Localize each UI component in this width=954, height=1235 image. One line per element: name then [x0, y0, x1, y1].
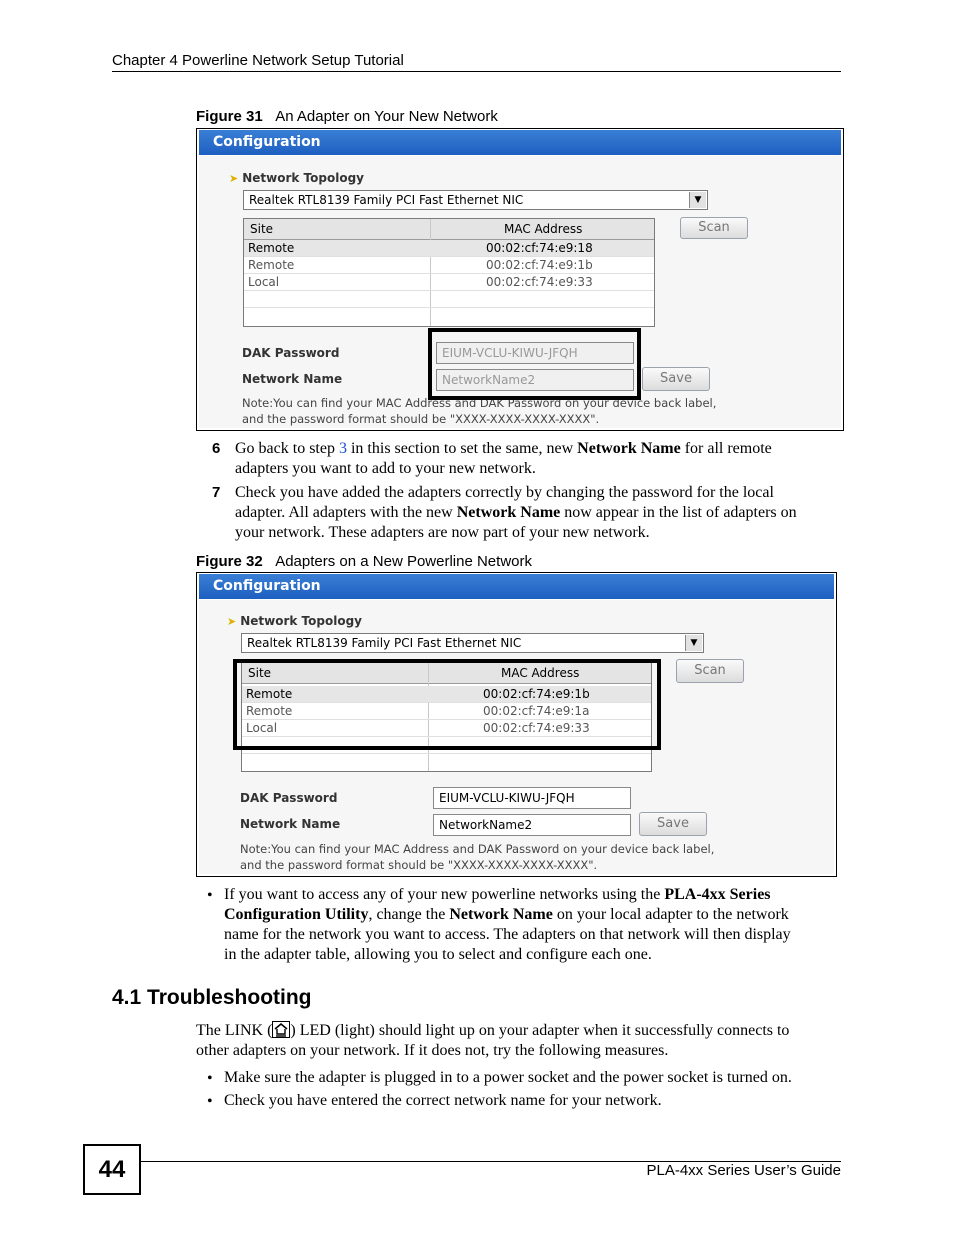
text-run: now appear in the list of adapters on	[560, 504, 797, 521]
text-run: for all remote	[680, 440, 772, 457]
section-title: 4.1 Troubleshooting	[112, 986, 312, 1009]
adapter-table	[243, 218, 655, 327]
row-divider	[244, 290, 654, 291]
table-row[interactable]	[244, 274, 654, 290]
configuration-title-bar: Configuration	[199, 574, 834, 599]
bullet-line: in the adapter table, allowing you to select and configure each one.	[224, 946, 652, 963]
cell-mac: 00:02:cf:74:e9:33	[483, 721, 590, 735]
text-run-bold: Network Name	[456, 504, 561, 521]
bullet-dot: •	[207, 887, 213, 904]
cell-site: Remote	[246, 704, 293, 718]
cell-mac: 00:02:cf:74:e9:1a	[483, 704, 590, 718]
cell-site: Local	[246, 721, 278, 735]
chapter-header: Chapter 4 Powerline Network Setup Tutorial	[112, 52, 404, 69]
cell-site: Local	[248, 275, 280, 289]
nic-select[interactable]	[241, 633, 704, 653]
text-run: in this section to set the same, new	[346, 440, 578, 457]
troubleshooting-paragraph	[196, 1021, 846, 1061]
nic-select-value: Realtek RTL8139 Family PCI Fast Ethernet NIC	[247, 636, 522, 650]
step-line: Check you have added the adapters correctly by changing the password for the local	[235, 484, 774, 501]
table-row[interactable]	[244, 257, 654, 273]
figure-31-screenshot	[196, 128, 844, 431]
step-line: adapters you want to add to your new network.	[235, 460, 536, 477]
dak-password-label: DAK Password	[240, 791, 338, 805]
cell-mac: 00:02:cf:74:e9:33	[486, 275, 593, 289]
figure-title: An Adapter on Your New Network	[275, 108, 498, 125]
step-7-text	[235, 483, 845, 543]
text-run-bold: Network Name	[449, 906, 553, 923]
save-button[interactable]: Save	[639, 812, 707, 836]
page-number: 44	[83, 1144, 141, 1195]
step-line: your network. These adapters are now part of your new network.	[235, 524, 650, 541]
table-row[interactable]	[244, 240, 654, 256]
cell-site: Remote	[248, 241, 295, 255]
network-name-value: NetworkName2	[439, 818, 533, 832]
network-topology-label: Network Topology	[242, 171, 364, 185]
figure-32-screenshot	[196, 572, 837, 877]
arrow-icon: ➤	[227, 616, 237, 628]
bullet-dot: •	[207, 1093, 213, 1110]
text-run: Go back to step	[235, 440, 339, 457]
save-button[interactable]: Save	[642, 367, 710, 391]
cell-mac: 00:02:cf:74:e9:18	[486, 241, 593, 255]
text-run-bold: Network Name	[577, 440, 681, 457]
house-icon	[272, 1021, 290, 1038]
bullet-line: name for the network you want to access. The adapters on that network will then display	[224, 926, 791, 943]
figure-32-caption	[196, 553, 532, 570]
figure-label: Figure 31	[196, 108, 263, 125]
text-run-bold: PLA-4xx Series	[664, 886, 771, 903]
step-link[interactable]: 3	[338, 440, 347, 457]
note-text	[240, 841, 714, 873]
list-item: Make sure the adapter is plugged in to a power socket and the power socket is turned on.	[224, 1069, 792, 1086]
bullet-line	[224, 885, 844, 905]
step-6-text	[235, 439, 845, 479]
chevron-down-icon[interactable]: ▼	[685, 635, 702, 651]
cell-site: Remote	[246, 687, 293, 701]
column-site[interactable]: Site	[250, 222, 274, 236]
network-name-label: Network Name	[240, 817, 341, 831]
network-name-value: NetworkName2	[442, 373, 536, 387]
step-line	[235, 439, 845, 459]
text-run: The LINK (	[196, 1022, 273, 1039]
column-mac-address[interactable]: MAC Address	[501, 666, 580, 680]
nic-select-value: Realtek RTL8139 Family PCI Fast Ethernet NIC	[249, 193, 524, 207]
dak-password-input[interactable]	[433, 787, 631, 809]
text-run-bold: Configuration Utility	[224, 906, 369, 923]
dak-password-label: DAK Password	[242, 346, 340, 360]
arrow-icon: ➤	[229, 173, 239, 185]
table-header	[244, 219, 654, 240]
cell-site: Remote	[248, 258, 295, 272]
nic-select[interactable]	[243, 190, 708, 210]
header-rule	[112, 71, 841, 72]
paragraph-line: other adapters on your network. If it does not, try the following measures.	[196, 1042, 669, 1059]
network-name-label: Network Name	[242, 372, 343, 386]
bullet-dot: •	[207, 1070, 213, 1087]
guide-title: PLA-4xx Series User’s Guide	[646, 1162, 841, 1179]
step-number: 7	[212, 484, 221, 501]
access-network-bullet	[224, 885, 844, 965]
scan-button[interactable]: Scan	[676, 659, 744, 683]
cell-mac: 00:02:cf:74:e9:1b	[486, 258, 593, 272]
figure-label: Figure 32	[196, 553, 263, 570]
list-item: Check you have entered the correct network name for your network.	[224, 1092, 662, 1109]
text-run: on your local adapter to the network	[552, 906, 789, 923]
column-site[interactable]: Site	[248, 666, 272, 680]
row-divider	[244, 307, 654, 308]
chevron-down-icon[interactable]: ▼	[689, 192, 706, 208]
row-divider	[242, 753, 651, 754]
highlight-box	[233, 659, 661, 750]
step-line	[235, 503, 845, 523]
dak-password-value: EIUM-VCLU-KIWU-JFQH	[442, 346, 578, 360]
figure-31-caption	[196, 108, 498, 125]
scan-button[interactable]: Scan	[680, 217, 748, 239]
note-line: Note:You can find your MAC Address and DAK Password on your device back label,	[240, 842, 715, 856]
note-line: and the password format should be "XXXX-XXXX-XXXX-XXXX".	[240, 858, 598, 872]
network-topology-heading	[227, 612, 362, 630]
highlight-box	[428, 328, 641, 400]
network-topology-heading	[229, 169, 364, 187]
text-run: If you want to access any of your new powerline networks using the	[224, 886, 665, 903]
step-number: 6	[212, 440, 221, 457]
note-line: Note:You can find your MAC Address and DAK Password on your device back label,	[242, 396, 717, 410]
network-topology-label: Network Topology	[240, 614, 362, 628]
text-run: adapter. All adapters with the new	[235, 504, 457, 521]
configuration-title-bar: Configuration	[199, 130, 841, 155]
cell-mac: 00:02:cf:74:e9:1b	[483, 687, 590, 701]
network-name-input[interactable]	[433, 814, 631, 836]
note-line: and the password format should be "XXXX-XXXX-XXXX-XXXX".	[242, 412, 600, 426]
bullet-line	[224, 905, 844, 925]
paragraph-line	[196, 1021, 846, 1041]
dak-password-value: EIUM-VCLU-KIWU-JFQH	[439, 791, 575, 805]
text-run: ) LED (light) should light up on your adapter when it successfully connects to	[290, 1022, 790, 1039]
column-mac-address[interactable]: MAC Address	[504, 222, 583, 236]
text-run: , change the	[368, 906, 450, 923]
figure-title: Adapters on a New Powerline Network	[275, 553, 532, 570]
